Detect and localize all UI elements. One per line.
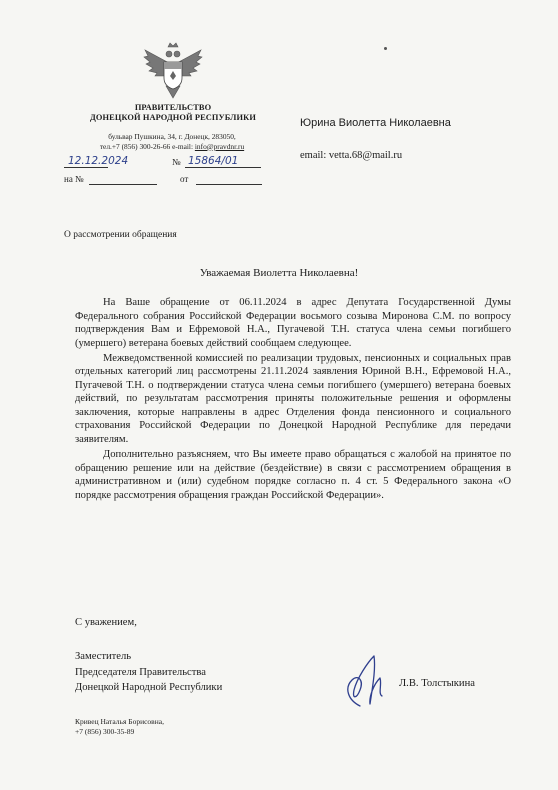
- number-label: №: [172, 157, 181, 167]
- paragraph-2: Межведомственной комиссией по реализации трудовых, пенсионных и социальных прав отдельных категорий лиц рассмотрены 21.11.2024 заявления Юриной В.Н., Ефремовой Н.А., Пугачевой Т.Н. о подтверждении статуса члена семьи погибшего (умершего) ветерана боевых действий, по результатам рассмотрения приняты положительные решения и оформлены заключения, которые направлены в адрес Отделения фонда пенсионного и социального страхования Российской Федерации по Донецкой Народной Республике для передачи заявителям.: [75, 352, 511, 445]
- ref-label: на №: [64, 174, 84, 184]
- recipient-name: Юрина Виолетта Николаевна: [300, 117, 451, 129]
- from-underline: [196, 184, 262, 185]
- paragraph-3: Дополнительно разъясняем, что Вы имеете право обращаться с жалобой на принятое по обращению решение или на действие (бездействие) в связи с рассмотрением обращения в административном и (или) судебном порядке согласно п. 4 ст. 5 Федерального закона «О порядке рассмотрения обращения граждан Российской Федерации».: [75, 449, 511, 501]
- salutation: Уважаемая Виолетта Николаевна!: [199, 267, 359, 279]
- org-email-link[interactable]: info@pravdnr.ru: [194, 141, 245, 151]
- letter-subject: О рассмотрении обращения: [64, 230, 177, 240]
- executor-contact: [75, 717, 164, 737]
- registration-line-outgoing: [64, 157, 274, 171]
- punch-mark: [384, 47, 387, 50]
- paragraph-1: На Ваше обращение от 06.11.2024 в адрес Депутата Государственной Думы Федерального собрания Российской Федерации восьмого созыва Миронова С.М. по вопросу подтверждения Вам и Ефремовой Н.А., Пугачевой Т.Н. статуса члена семьи погибшего (умершего) ветерана боевых действий сообщаем следующее.: [75, 297, 511, 349]
- executor-phone: +7 (856) 300-35-89: [75, 727, 135, 736]
- date-underline: [64, 167, 108, 168]
- signatory-position: [75, 649, 222, 696]
- org-line-1: ПРАВИТЕЛЬСТВО: [134, 103, 212, 112]
- handwritten-date: 12.12.2024: [68, 155, 129, 167]
- handwritten-signature: [330, 650, 400, 712]
- position-line-3: Донецкой Народной Республики: [75, 682, 223, 693]
- coat-of-arms-emblem: [142, 42, 204, 100]
- from-label: от: [180, 174, 189, 184]
- phone-prefix: тел.+7 (856) 300-26-66 e-mail:: [99, 141, 195, 151]
- registration-line-reference: [64, 174, 274, 188]
- position-line-2: Председателя Правительства: [75, 666, 206, 678]
- handwritten-number: 15864/01: [188, 155, 239, 167]
- organization-address: [72, 132, 272, 151]
- position-line-1: Заместитель: [75, 651, 132, 662]
- phone-email-line: [72, 142, 272, 152]
- org-line-2: ДОНЕЦКОЙ НАРОДНОЙ РЕСПУБЛИКИ: [90, 113, 256, 122]
- number-underline: [185, 167, 261, 168]
- ref-underline: [89, 184, 157, 185]
- recipient-email: email: vetta.68@mail.ru: [300, 150, 403, 161]
- organization-title: [64, 103, 282, 123]
- executor-name: Кривец Наталья Борисовна,: [75, 717, 164, 726]
- signer-name: Л.В. Толстыкина: [399, 678, 475, 689]
- address-line: бульвар Пушкина, 34, г. Донецк, 283050,: [108, 132, 236, 141]
- closing-regards: С уважением,: [75, 617, 137, 628]
- letter-body: [75, 296, 511, 504]
